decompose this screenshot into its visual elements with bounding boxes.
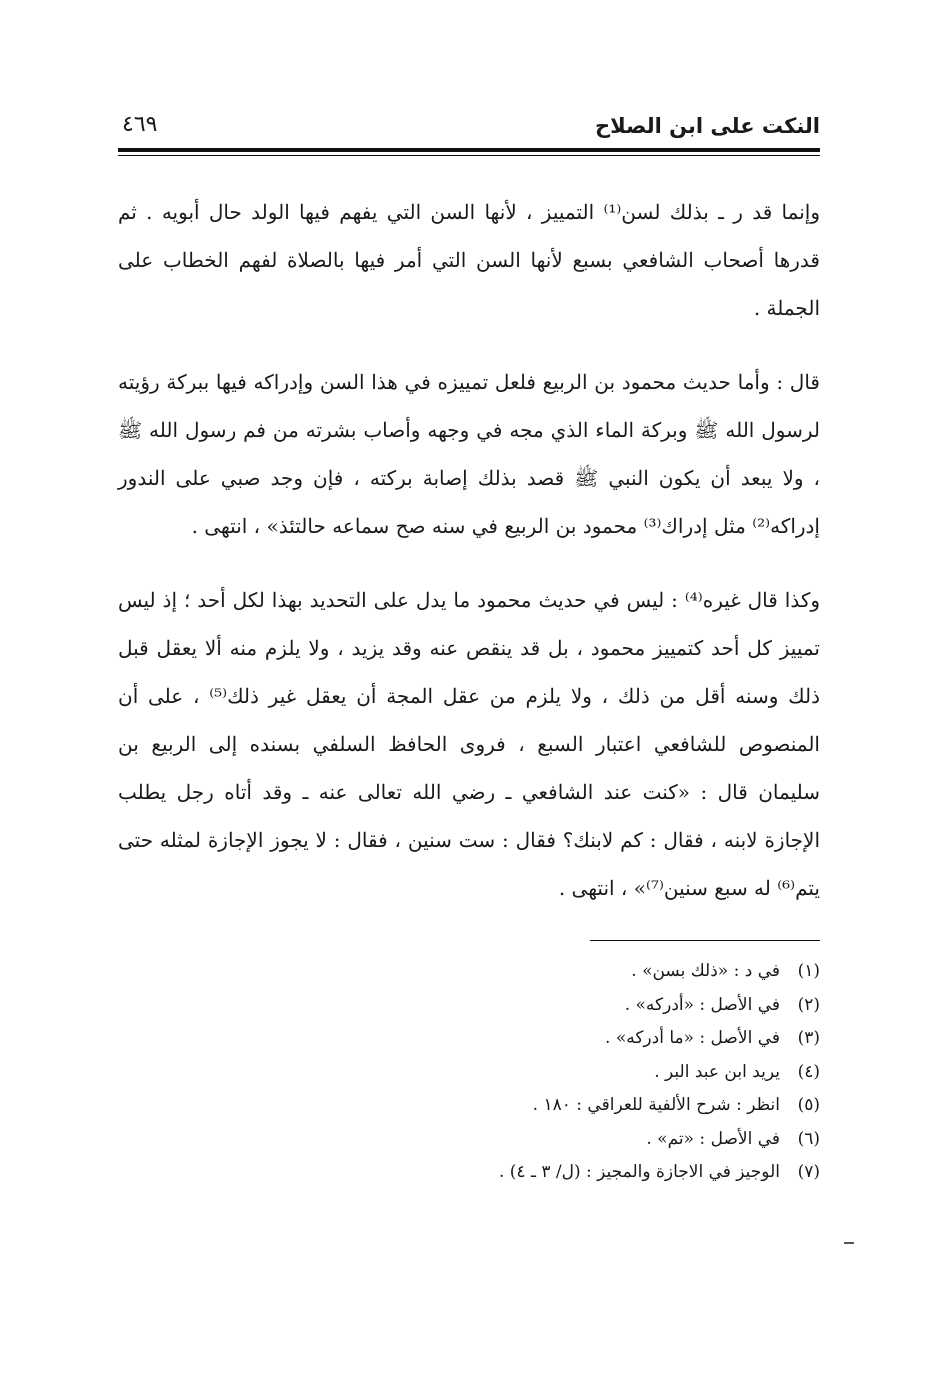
footnote-number: (٥) xyxy=(797,1095,820,1115)
footnote-number: (٢) xyxy=(797,994,820,1015)
paragraph: قال : وأما حديث محمود بن الربيع فلعل تمييزه في هذا السن وإدراكه فيها ببركة رؤيته لرسول الله ﷺ وبركة الماء الذي مجه في وجهه وأصاب بشرته من فم رسول الله ﷺ ، ولا يبعد أن يكون النبي ﷺ قصد بذلك إصابة بركته ، فإن وجد صبي على الندور إدراكه⁽²⁾ مثل إدراك⁽³⁾ محمود بن الربيع في سنه صح سماعه حالتئذ» ، انتهى . xyxy=(118,370,820,538)
paragraph: وكذا قال غيره⁽⁴⁾ : ليس في حديث محمود ما يدل على التحديد بهذا لكل أحد ؛ إذ ليس تمييز كل أحد كتمييز محمود ، بل قد ينقص عنه وقد يزيد ، ولا يلزم منه ألا يعقل قبل ذلك وسنه أقل من ذلك ، ولا يلزم من عقل المجة أن يعقل غير ذلك⁽⁵⁾ ، على أن المنصوص للشافعي اعتبار السبع ، فروى الحافظ السلفي بسنده إلى الربيع بن سليمان قال : «كنت عند الشافعي ـ رضي الله تعالى عنه ـ وقد أتاه رجل يطلب الإجازة لابنه ، فقال : كم لابنك؟ فقال : ست سنين ، فقال : لا يجوز الإجازة لمثله حتى يتم⁽⁶⁾ له سبع سنين⁽⁷⁾» ، انتهى . xyxy=(118,588,821,900)
footnote xyxy=(118,1123,820,1157)
footnote-text: انظر : شرح الألفية للعراقي : ١٨٠ . xyxy=(532,1095,780,1115)
footnote-text: في الأصل : «تم» . xyxy=(646,1128,780,1149)
footnote xyxy=(118,1022,820,1056)
footnote-separator xyxy=(590,940,820,941)
footnote-text: في الأصل : «أدركه» . xyxy=(624,994,780,1015)
footnote-number: (٤) xyxy=(797,1061,820,1082)
page-number: ٤٦٩ xyxy=(122,112,158,137)
footnote xyxy=(118,1089,820,1123)
running-title: النكت على ابن الصلاح xyxy=(594,114,820,138)
header-rule-thin xyxy=(118,155,820,156)
footnote xyxy=(118,989,820,1023)
footnote-text: يريد ابن عبد البر . xyxy=(654,1061,780,1082)
footnote-number: (٧) xyxy=(797,1162,820,1182)
main-text xyxy=(118,188,820,912)
header-rule-thick xyxy=(118,148,820,152)
footnote-number: (١) xyxy=(797,961,820,981)
footnote-text: في الأصل : «ما أدركه» . xyxy=(605,1028,780,1048)
footnote-text: الوجيز في الاجازة والمجيز : (ل/ ٣ ـ ٤) . xyxy=(498,1162,780,1182)
footnote-text: في د : «ذلك بسن» . xyxy=(631,961,780,981)
footnote xyxy=(118,955,820,989)
footnotes xyxy=(118,955,820,1190)
footnote xyxy=(118,1156,820,1190)
footnote xyxy=(118,1056,820,1090)
book-page xyxy=(118,108,820,1338)
page-header xyxy=(118,108,820,152)
footnote-number: (٣) xyxy=(797,1028,820,1048)
scan-mark xyxy=(844,1242,854,1244)
paragraph: وإنما قد ر ـ بذلك لسن⁽¹⁾ التمييز ، لأنها السن التي يفهم فيها الولد حال أبويه . ثم قدرها أصحاب الشافعي بسبع لأنها السن التي أمر فيها بالصلاة لفهم الخطاب على الجملة . xyxy=(118,200,820,320)
footnote-number: (٦) xyxy=(797,1128,820,1149)
